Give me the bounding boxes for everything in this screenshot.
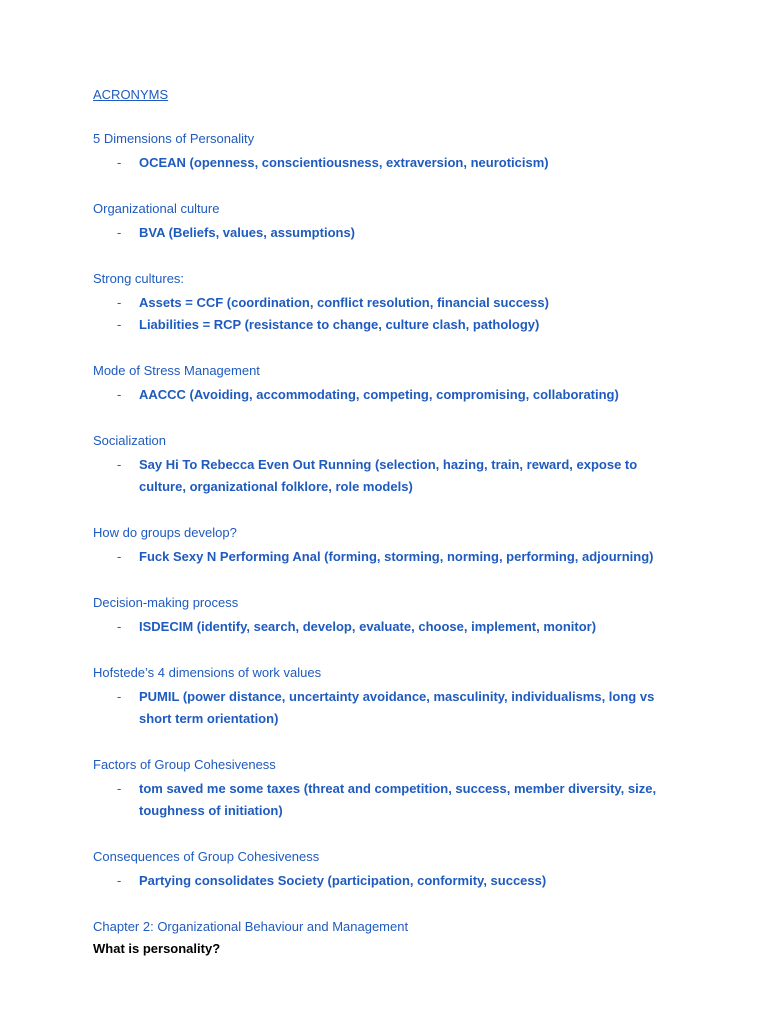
section (93, 664, 673, 730)
bullet-text: Partying consolidates Society (participation, conformity, success) (139, 873, 547, 888)
sections-container (93, 130, 673, 892)
bullet-dash: - (117, 225, 122, 240)
section-title: Consequences of Group Cohesiveness (93, 849, 320, 864)
bullet-item (93, 454, 673, 498)
document-page (93, 86, 673, 958)
bullet-item (93, 222, 673, 244)
bullet-dash: - (117, 781, 122, 796)
bullet-text: Assets = CCF (coordination, conflict resolution, financial success) (139, 295, 549, 310)
bullet-dash: - (117, 619, 122, 634)
section (93, 848, 673, 892)
section (93, 432, 673, 498)
bullet-item (93, 384, 673, 406)
bullet-item (93, 778, 673, 822)
section-title: How do groups develop? (93, 525, 237, 540)
section-title: Mode of Stress Management (93, 363, 260, 378)
section (93, 524, 673, 568)
bullet-item (93, 870, 673, 892)
section-title: Hofstede’s 4 dimensions of work values (93, 665, 322, 680)
section-title: 5 Dimensions of Personality (93, 131, 255, 146)
bullet-text: tom saved me some taxes (threat and competition, success, member diversity, size, toughness of initiation) (139, 781, 657, 818)
section-title: Factors of Group Cohesiveness (93, 757, 276, 772)
chapter-heading: Chapter 2: Organizational Behaviour and Management (93, 919, 409, 934)
section (93, 594, 673, 638)
bullet-text: OCEAN (openness, conscientiousness, extraversion, neuroticism) (139, 155, 549, 170)
section (93, 756, 673, 822)
section-title: Socialization (93, 433, 166, 448)
section-title: Strong cultures: (93, 271, 185, 286)
bullet-dash: - (117, 295, 122, 310)
bullet-dash: - (117, 387, 122, 402)
bullet-item (93, 686, 673, 730)
bullet-text: BVA (Beliefs, values, assumptions) (139, 225, 356, 240)
bullet-text: Fuck Sexy N Performing Anal (forming, storming, norming, performing, adjourning) (139, 549, 654, 564)
question-heading: What is personality? (93, 941, 221, 956)
bullet-item (93, 546, 673, 568)
bullet-dash: - (117, 155, 122, 170)
bullet-dash: - (117, 549, 122, 564)
bullet-dash: - (117, 689, 122, 704)
bullet-dash: - (117, 873, 122, 888)
section-title: Organizational culture (93, 201, 220, 216)
acronyms-heading-link[interactable]: ACRONYMS (93, 87, 169, 102)
section-title: Decision-making process (93, 595, 239, 610)
bullet-dash: - (117, 457, 122, 472)
bullet-text: ISDECIM (identify, search, develop, evaluate, choose, implement, monitor) (139, 619, 597, 634)
bullet-item (93, 152, 673, 174)
section (93, 130, 673, 174)
section (93, 270, 673, 336)
bullet-item (93, 314, 673, 336)
bullet-text: Say Hi To Rebecca Even Out Running (selection, hazing, train, reward, expose to culture, organizational folklore, role models) (139, 457, 638, 494)
bullet-text: PUMIL (power distance, uncertainty avoidance, masculinity, individualisms, long vs short term orientation) (139, 689, 655, 726)
bullet-item (93, 292, 673, 314)
bullet-item (93, 616, 673, 638)
section (93, 200, 673, 244)
bullet-dash: - (117, 317, 122, 332)
bullet-text: Liabilities = RCP (resistance to change, culture clash, pathology) (139, 317, 540, 332)
bullet-text: AACCC (Avoiding, accommodating, competing, compromising, collaborating) (139, 387, 619, 402)
section (93, 362, 673, 406)
